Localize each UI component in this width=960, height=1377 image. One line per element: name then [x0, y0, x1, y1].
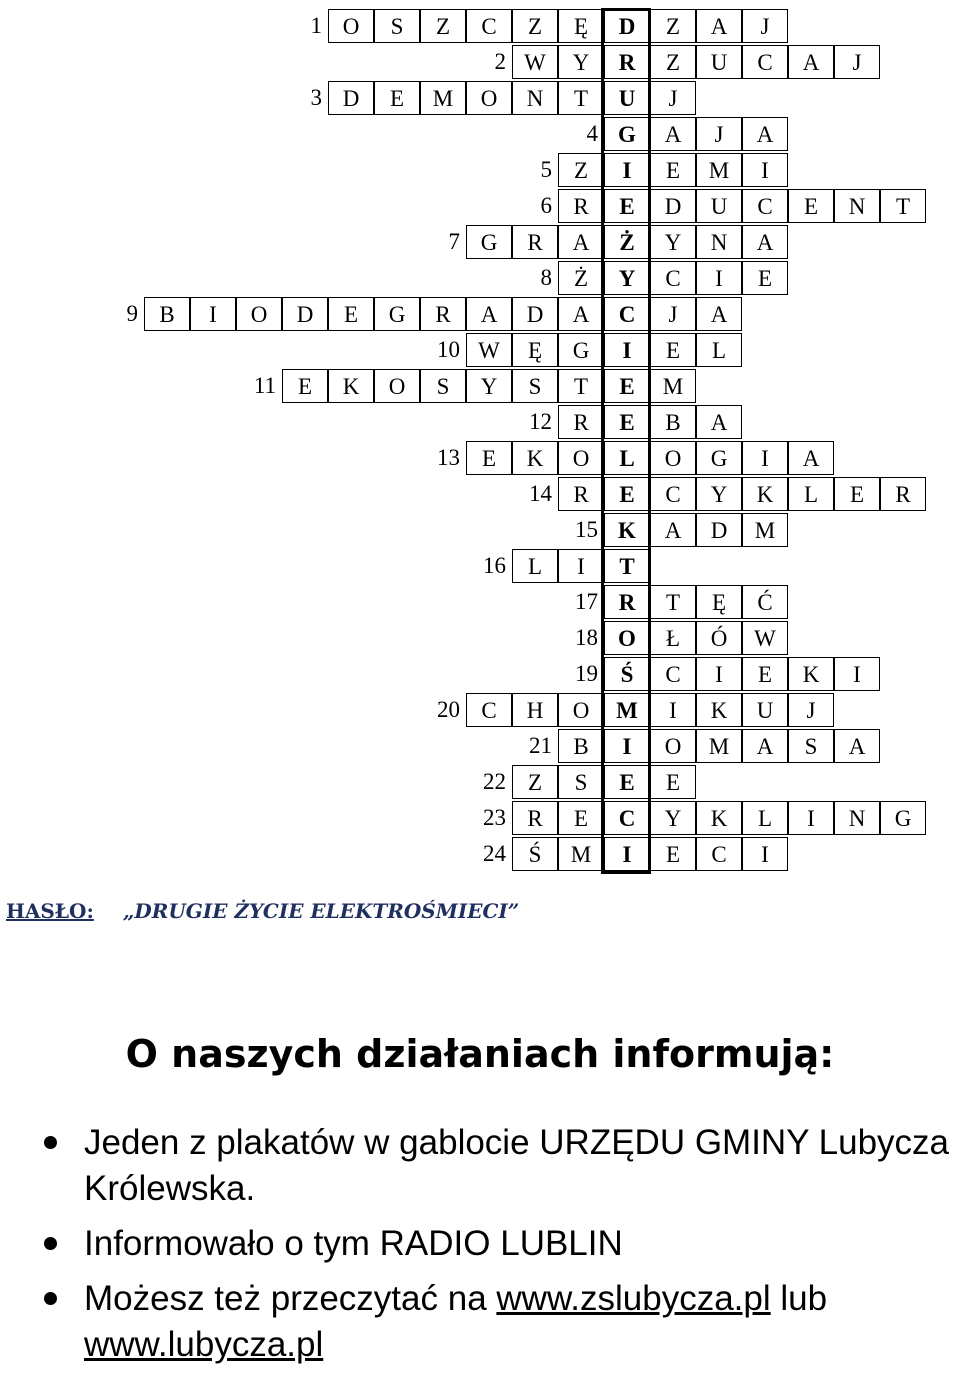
crossword-cell: C: [696, 837, 742, 871]
crossword-key-cell: E: [604, 405, 650, 439]
crossword-cell: C: [650, 657, 696, 691]
crossword-cell: S: [788, 729, 834, 763]
crossword-key-cell: C: [604, 297, 650, 331]
crossword-cell: Y: [696, 477, 742, 511]
crossword-row-number: 8: [540, 265, 552, 290]
crossword-key-cell: G: [604, 117, 650, 151]
crossword-cell: M: [696, 729, 742, 763]
crossword-cell: T: [558, 369, 604, 403]
crossword-cell: S: [558, 765, 604, 799]
crossword-cell: R: [880, 477, 926, 511]
crossword-key-cell: T: [604, 549, 650, 583]
crossword-row-number: 16: [483, 553, 506, 578]
crossword-cell: I: [696, 657, 742, 691]
crossword-key-cell: E: [604, 765, 650, 799]
crossword-cell: S: [512, 369, 558, 403]
crossword-cell: A: [742, 729, 788, 763]
password-value: „DRUGIE ŻYCIE ELEKTROŚMIECI”: [122, 899, 520, 923]
crossword-cell: W: [512, 45, 558, 79]
crossword-cell: Ś: [512, 837, 558, 871]
info-item-text: Informowało o tym RADIO LUBLIN: [84, 1224, 623, 1263]
crossword-cell: Y: [650, 225, 696, 259]
crossword-cell: J: [834, 45, 880, 79]
info-item-text: Możesz też przeczytać na: [84, 1279, 497, 1318]
crossword-cell: O: [466, 81, 512, 115]
crossword-row-number: 14: [529, 481, 552, 506]
password-line: [6, 899, 519, 923]
crossword-key-cell: Ś: [604, 657, 650, 691]
crossword-cell: I: [834, 657, 880, 691]
crossword-cell: G: [374, 297, 420, 331]
crossword-cell: U: [696, 189, 742, 223]
link-lubycza[interactable]: www.lubycza.pl: [84, 1325, 324, 1364]
crossword-cell: R: [512, 225, 558, 259]
crossword-cell: R: [558, 405, 604, 439]
crossword-cell: E: [374, 81, 420, 115]
crossword-cell: Ł: [650, 621, 696, 655]
crossword-cell: O: [558, 693, 604, 727]
crossword-cell: J: [788, 693, 834, 727]
crossword-cell: D: [282, 297, 328, 331]
crossword-row-number: 13: [437, 445, 460, 470]
crossword-cell: R: [558, 189, 604, 223]
crossword-row-number: 3: [310, 85, 322, 110]
crossword-key-cell: U: [604, 81, 650, 115]
crossword-cell: I: [742, 837, 788, 871]
crossword-cell: I: [742, 153, 788, 187]
crossword-cell: K: [512, 441, 558, 475]
crossword-cell: M: [558, 837, 604, 871]
crossword-key-cell: L: [604, 441, 650, 475]
crossword-cell: S: [374, 9, 420, 43]
crossword-cell: E: [650, 837, 696, 871]
crossword-key-cell: D: [604, 9, 650, 43]
crossword-cell: E: [558, 801, 604, 835]
crossword-cell: O: [236, 297, 282, 331]
crossword-key-cell: R: [604, 45, 650, 79]
crossword-row-number: 5: [540, 157, 552, 182]
crossword-key-cell: K: [604, 513, 650, 547]
crossword-cell: Z: [512, 9, 558, 43]
crossword-cell: Ę: [558, 9, 604, 43]
crossword-cell: B: [650, 405, 696, 439]
crossword-key-cell: E: [604, 477, 650, 511]
crossword-cell: J: [696, 117, 742, 151]
crossword-row-number: 15: [575, 517, 598, 542]
crossword-cell: G: [696, 441, 742, 475]
crossword-key-cell: R: [604, 585, 650, 619]
crossword-cell: M: [696, 153, 742, 187]
info-item-text: Jeden z plakatów w gablocie URZĘDU GMINY Lubycza Królewska.: [84, 1123, 950, 1208]
crossword-row-number: 9: [126, 301, 138, 326]
crossword-cell: C: [742, 45, 788, 79]
crossword-row-number: 23: [483, 805, 506, 830]
crossword-key-cell: M: [604, 693, 650, 727]
crossword-cell: Y: [650, 801, 696, 835]
crossword-cell: K: [742, 477, 788, 511]
crossword-cell: A: [558, 297, 604, 331]
crossword-cell: J: [742, 9, 788, 43]
crossword-cell: T: [880, 189, 926, 223]
crossword-cell: Z: [650, 45, 696, 79]
crossword-cell: A: [696, 9, 742, 43]
crossword-row-number: 2: [494, 49, 506, 74]
crossword-cell: K: [328, 369, 374, 403]
crossword-key-cell: E: [604, 189, 650, 223]
crossword-cell: I: [190, 297, 236, 331]
crossword-cell: D: [512, 297, 558, 331]
crossword-row-number: 7: [448, 229, 460, 254]
crossword-cell: N: [696, 225, 742, 259]
crossword-cell: E: [834, 477, 880, 511]
crossword-row-number: 18: [575, 625, 598, 650]
crossword-cell: Ć: [742, 585, 788, 619]
crossword-cell: A: [742, 117, 788, 151]
crossword-cell: E: [742, 261, 788, 295]
info-list: [0, 1120, 960, 1377]
crossword-cell: O: [650, 729, 696, 763]
crossword-cell: E: [650, 765, 696, 799]
crossword-cell: Z: [650, 9, 696, 43]
crossword-key-cell: I: [604, 153, 650, 187]
crossword-cell: L: [696, 333, 742, 367]
crossword-cell: L: [742, 801, 788, 835]
crossword-cell: C: [650, 261, 696, 295]
crossword-cell: C: [742, 189, 788, 223]
crossword-cell: Z: [420, 9, 466, 43]
crossword-cell: E: [328, 297, 374, 331]
crossword-cell: I: [650, 693, 696, 727]
crossword-cell: G: [466, 225, 512, 259]
crossword-cell: A: [788, 45, 834, 79]
crossword-cell: B: [558, 729, 604, 763]
crossword-cell: I: [558, 549, 604, 583]
crossword-cell: G: [880, 801, 926, 835]
crossword-cell: O: [558, 441, 604, 475]
crossword-row-number: 12: [529, 409, 552, 434]
crossword-cell: A: [558, 225, 604, 259]
crossword-cell: G: [558, 333, 604, 367]
crossword-row-number: 1: [310, 13, 322, 38]
crossword-cell: E: [742, 657, 788, 691]
crossword-cell: A: [742, 225, 788, 259]
crossword-cell: T: [650, 585, 696, 619]
crossword-cell: U: [742, 693, 788, 727]
crossword-cell: M: [650, 369, 696, 403]
crossword-cell: C: [466, 9, 512, 43]
crossword-cell: O: [374, 369, 420, 403]
crossword-row-number: 11: [253, 373, 276, 398]
crossword-key-cell: O: [604, 621, 650, 655]
crossword-cell: I: [788, 801, 834, 835]
crossword-cell: A: [466, 297, 512, 331]
crossword-cell: E: [466, 441, 512, 475]
crossword-cell: A: [696, 405, 742, 439]
crossword-cell: H: [512, 693, 558, 727]
crossword-cell: E: [788, 189, 834, 223]
crossword-cell: C: [466, 693, 512, 727]
crossword-cell: Y: [466, 369, 512, 403]
info-heading: O naszych działaniach informują:: [125, 1032, 835, 1076]
info-item-poster: [0, 1120, 960, 1212]
crossword-cell: K: [696, 801, 742, 835]
crossword-cell: R: [420, 297, 466, 331]
crossword-key-cell: I: [604, 837, 650, 871]
crossword-cell: Z: [512, 765, 558, 799]
crossword-cell: D: [328, 81, 374, 115]
crossword-cell: A: [696, 297, 742, 331]
crossword-cell: E: [282, 369, 328, 403]
crossword-cell: N: [834, 801, 880, 835]
crossword-row-number: 4: [586, 121, 598, 146]
crossword-cell: N: [834, 189, 880, 223]
crossword-cell: N: [512, 81, 558, 115]
crossword-cell: E: [650, 153, 696, 187]
crossword-cell: A: [788, 441, 834, 475]
crossword-row-number: 20: [437, 697, 460, 722]
crossword-cell: W: [742, 621, 788, 655]
crossword-cell: A: [650, 117, 696, 151]
crossword-row-number: 21: [529, 733, 552, 758]
crossword-row-number: 22: [483, 769, 506, 794]
crossword-cell: R: [512, 801, 558, 835]
crossword-cell: Ę: [512, 333, 558, 367]
crossword-key-cell: E: [604, 369, 650, 403]
info-item-websites: [0, 1276, 960, 1368]
crossword-cell: Ó: [696, 621, 742, 655]
crossword-cell: J: [650, 297, 696, 331]
crossword-cell: A: [834, 729, 880, 763]
crossword-cell: Y: [558, 45, 604, 79]
crossword-cell: K: [696, 693, 742, 727]
crossword-cell: K: [788, 657, 834, 691]
crossword-cell: O: [650, 441, 696, 475]
crossword-cell: E: [650, 333, 696, 367]
crossword-key-cell: Y: [604, 261, 650, 295]
password-label: HASŁO:: [6, 899, 94, 923]
crossword-cell: C: [650, 477, 696, 511]
crossword-cell: M: [742, 513, 788, 547]
crossword-cell: I: [742, 441, 788, 475]
crossword-key-cell: Ż: [604, 225, 650, 259]
crossword-key-cell: I: [604, 333, 650, 367]
crossword-cell: J: [650, 81, 696, 115]
crossword-row-number: 19: [575, 661, 598, 686]
crossword-cell: L: [512, 549, 558, 583]
crossword-key-cell: I: [604, 729, 650, 763]
crossword-cell: R: [558, 477, 604, 511]
info-item-radio: [0, 1221, 960, 1267]
crossword-cell: Ż: [558, 261, 604, 295]
crossword-cell: M: [420, 81, 466, 115]
crossword-row-number: 6: [540, 193, 552, 218]
crossword-cell: Ę: [696, 585, 742, 619]
crossword-cell: W: [466, 333, 512, 367]
info-item-text: lub: [770, 1279, 828, 1318]
crossword-cell: B: [144, 297, 190, 331]
crossword-row-number: 10: [437, 337, 460, 362]
crossword-cell: A: [650, 513, 696, 547]
crossword-cell: I: [696, 261, 742, 295]
crossword-cell: L: [788, 477, 834, 511]
crossword-cell: Z: [558, 153, 604, 187]
crossword-cell: T: [558, 81, 604, 115]
crossword-cell: D: [696, 513, 742, 547]
link-zslubycza[interactable]: www.zslubycza.pl: [496, 1279, 771, 1318]
crossword-row-number: 24: [483, 841, 506, 866]
crossword-cell: O: [328, 9, 374, 43]
crossword-cell: S: [420, 369, 466, 403]
crossword-key-cell: C: [604, 801, 650, 835]
crossword-row-number: 17: [575, 589, 598, 614]
crossword-cell: U: [696, 45, 742, 79]
crossword-cell: D: [650, 189, 696, 223]
